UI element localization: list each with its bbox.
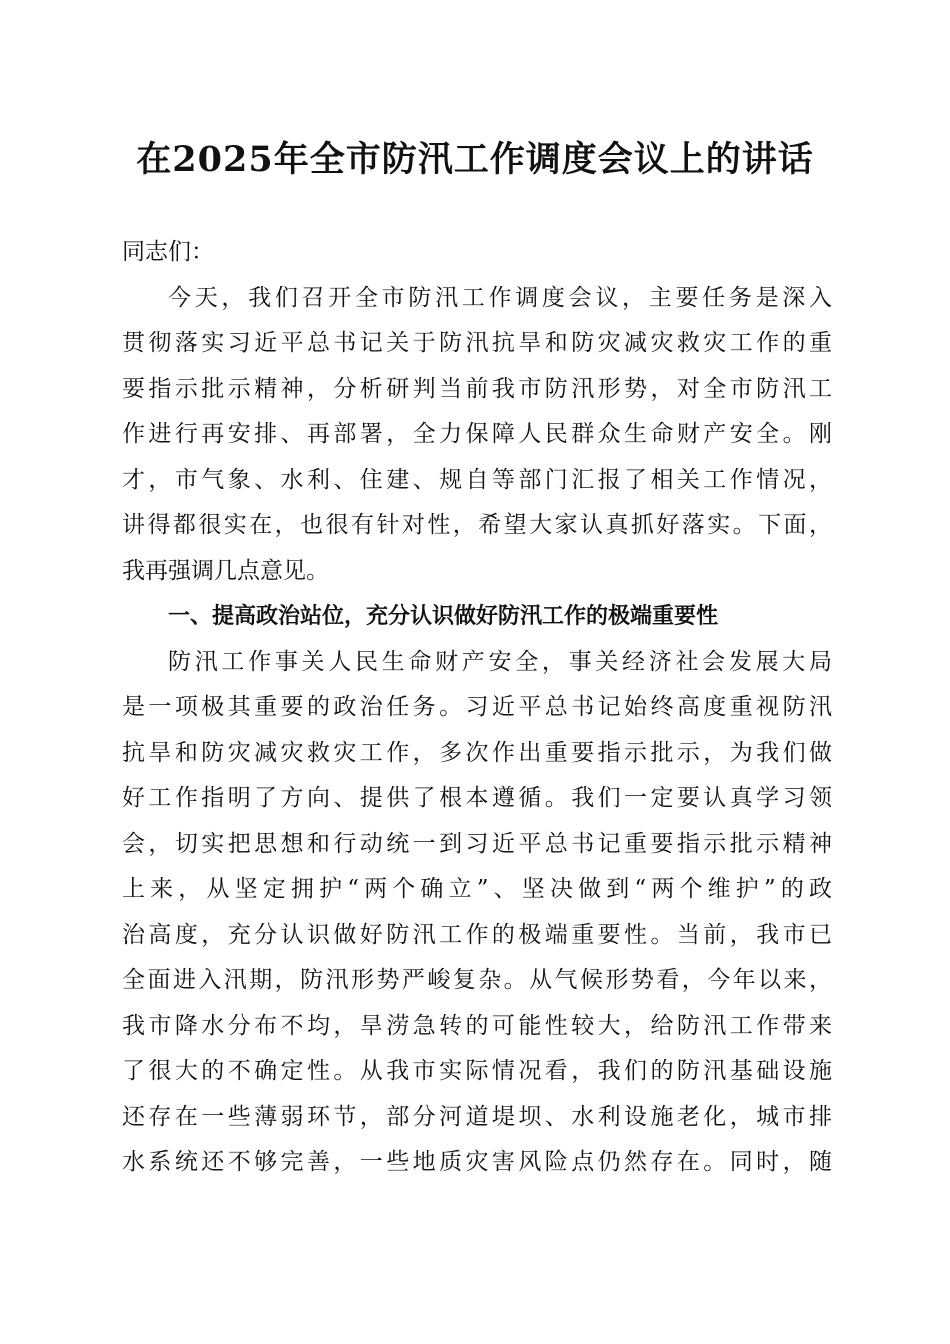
- paragraph-line: 今天，我们召开全市防汛工作调度会议，主要任务是深入: [168, 285, 832, 311]
- paragraph-line: 还存在一些薄弱环节，部分河道堤坝、水利设施老化，城市排: [122, 1104, 832, 1130]
- paragraph-line: 防汛工作事关人民生命财产安全，事关经济社会发展大局: [168, 649, 832, 675]
- paragraph-line: 是一项极其重要的政治任务。习近平总书记始终高度重视防汛: [122, 694, 832, 720]
- paragraph-line: 才，市气象、水利、住建、规自等部门汇报了相关工作情况，: [122, 467, 832, 493]
- paragraph-line: 抗旱和防灾减灾救灾工作，多次作出重要指示批示，为我们做: [122, 740, 832, 766]
- paragraph-line: 作进行再安排、再部署，全力保障人民群众生命财产安全。刚: [122, 421, 832, 447]
- paragraph-line: 会，切实把思想和行动统一到习近平总书记重要指示批示精神: [122, 831, 832, 857]
- paragraph-line: 讲得都很实在，也很有针对性，希望大家认真抓好落实。下面，: [122, 512, 832, 538]
- paragraph-line: 了很大的不确定性。从我市实际情况看，我们的防汛基础设施: [122, 1058, 832, 1084]
- paragraph-line: 治高度，充分认识做好防汛工作的极端重要性。当前，我市已: [122, 922, 832, 948]
- paragraph-line: 上来，从坚定拥护“两个确立”、坚决做到“两个维护”的政: [122, 876, 832, 902]
- paragraph-line: 我再强调几点意见。: [122, 558, 329, 584]
- paragraph-line: 全面进入汛期，防汛形势严峻复杂。从气候形势看，今年以来，: [122, 967, 832, 993]
- salutation: 同志们：: [122, 239, 214, 265]
- paragraph-line: 好工作指明了方向、提供了根本遵循。我们一定要认真学习领: [122, 785, 832, 811]
- paragraph-line: 要指示批示精神，分析研判当前我市防汛形势，对全市防汛工: [122, 376, 832, 402]
- paragraph-line: 贯彻落实习近平总书记关于防汛抗旱和防灾减灾救灾工作的重: [122, 330, 832, 356]
- document-title: 在2025年全市防汛工作调度会议上的讲话: [136, 139, 814, 180]
- section-heading: 一、提高政治站位，充分认识做好防汛工作的极端重要性: [168, 604, 719, 629]
- paragraph-line: 水系统还不够完善，一些地质灾害风险点仍然存在。同时，随: [122, 1149, 832, 1175]
- paragraph-line: 我市降水分布不均，旱涝急转的可能性较大，给防汛工作带来: [122, 1013, 832, 1039]
